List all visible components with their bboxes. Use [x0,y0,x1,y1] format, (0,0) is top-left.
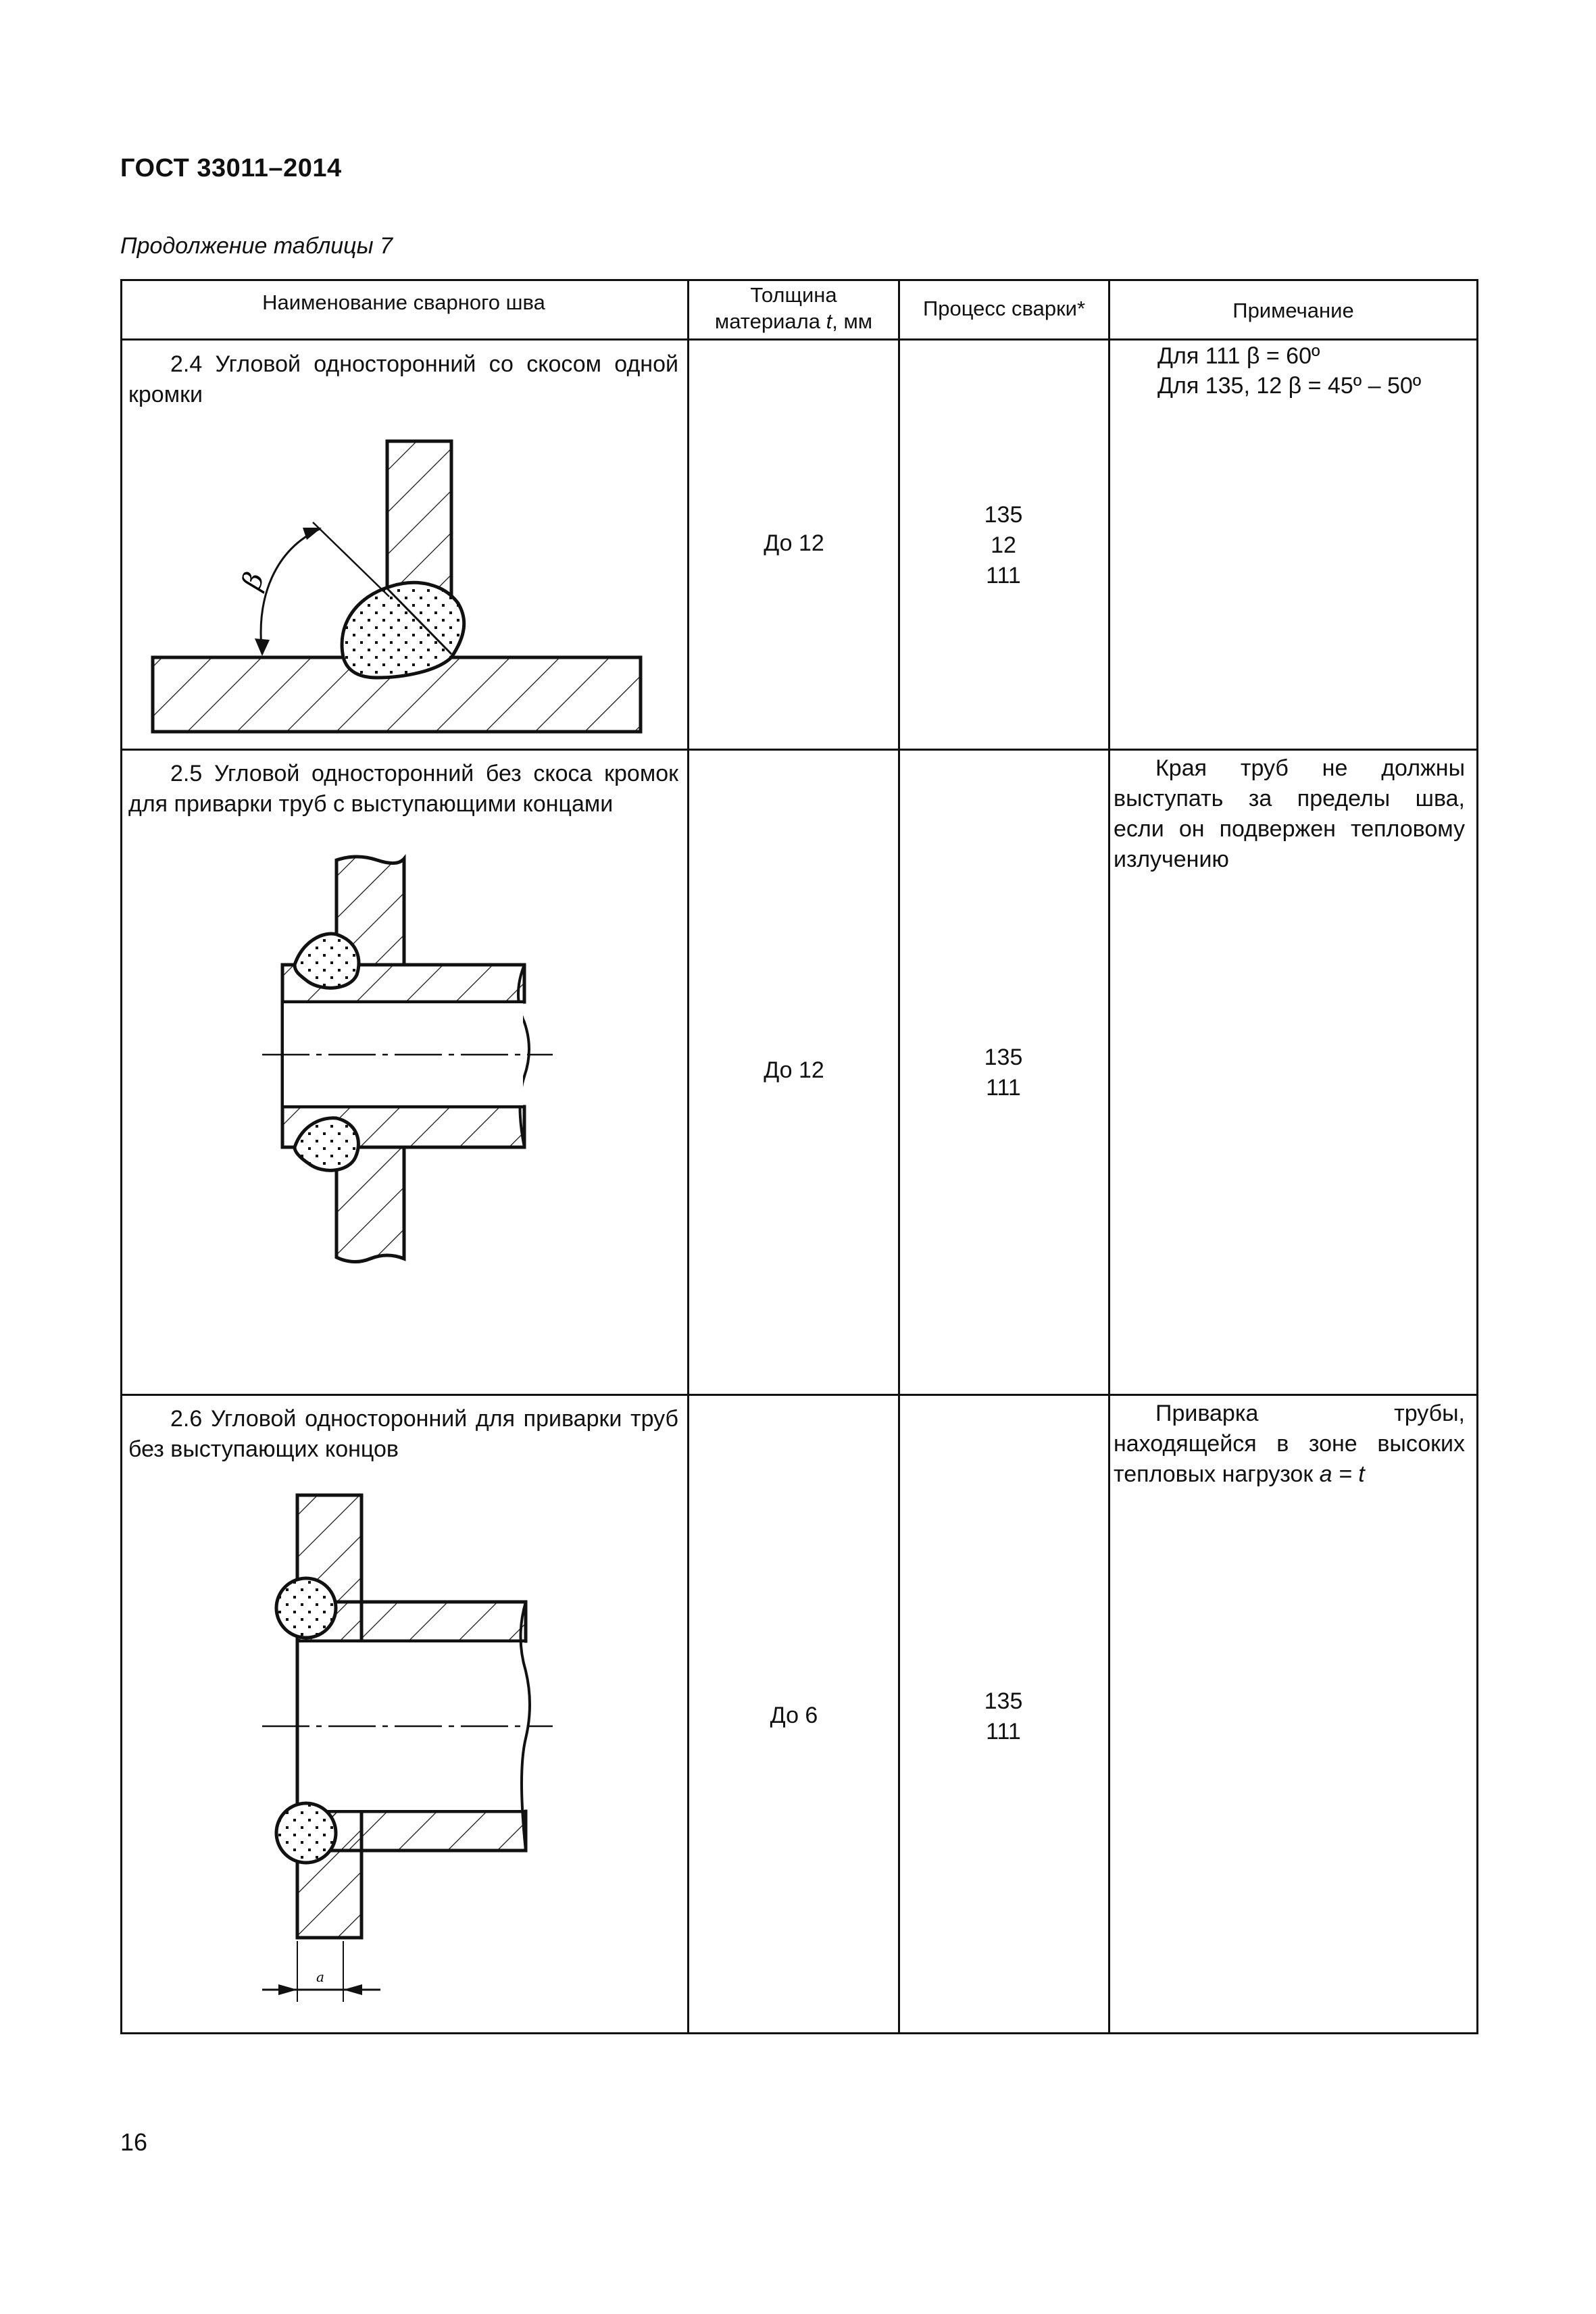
process-code: 135 [984,1045,1023,1070]
row-2-4-process [899,500,1108,591]
row-2-5-name: 2.5 Угловой односторонний без скоса кромок для приварки труб с выступающими концами [128,761,678,817]
table-border-right [1476,279,1478,2034]
note-line: Для 111 β = 60º [1157,343,1320,369]
table-continuation-caption: Продолжение таблицы 7 [120,233,393,259]
dimension-label: a [316,1969,324,1985]
column-divider [1108,279,1110,2034]
arrow-head [255,638,270,656]
row-2-4-note [1157,341,1421,401]
row-2-5-process [899,1042,1108,1103]
row-2-6-note: Приварка трубы, находящейся в зоне высоких тепловых нагрузок a = t [1114,1401,1465,1487]
table-7 [120,279,1478,2034]
process-code: 111 [986,1719,1021,1744]
header-thickness-line1: Толщина [750,283,837,307]
row-2-6-thickness: До 6 [770,1703,818,1728]
page-number: 16 [120,2128,148,2156]
row-2-6-process [899,1686,1108,1747]
row-divider [120,1394,1478,1396]
header-thickness-line2: материала t, мм [714,309,873,333]
weld-drawing-pipe-protruding [120,840,687,1394]
process-code: 111 [986,563,1021,588]
table-border-bottom [120,2032,1478,2034]
weld-drawing-bevel-one-edge [120,401,687,749]
document-title: ГОСТ 33011–2014 [120,154,342,182]
process-code: 111 [986,1075,1021,1101]
extension-line [313,522,389,597]
row-2-5-thickness: До 12 [764,1057,824,1083]
process-code: 12 [991,532,1016,558]
arrow-head [343,1984,362,1995]
table-header-divider [120,338,1478,341]
note-line: Для 135, 12 β = 45º – 50º [1157,373,1422,399]
row-2-5-note: Края труб не должны выступать за пределы шва, если он подвержен тепловому излучению [1114,755,1465,872]
column-header-note: Примечание [1232,298,1354,322]
row-2-4-thickness: До 12 [764,530,824,556]
row-2-6-name: 2.6 Угловой односторонний для приварки труб без выступающих концов [128,1406,678,1462]
column-header-process: Процесс сварки* [922,296,1086,320]
angle-arc [261,529,320,654]
column-header-thickness [689,279,898,338]
arrow-head [278,1984,297,1995]
process-code: 135 [984,502,1023,528]
weld-drawing-pipe-flush [120,1482,687,2032]
column-header-name: Наименование сварного шва [262,290,545,314]
row-divider [120,749,1478,751]
row-2-4-name: 2.4 Угловой односторонний со скосом одной кромки [128,351,678,407]
process-code: 135 [984,1688,1023,1714]
angle-label: β [236,568,271,594]
